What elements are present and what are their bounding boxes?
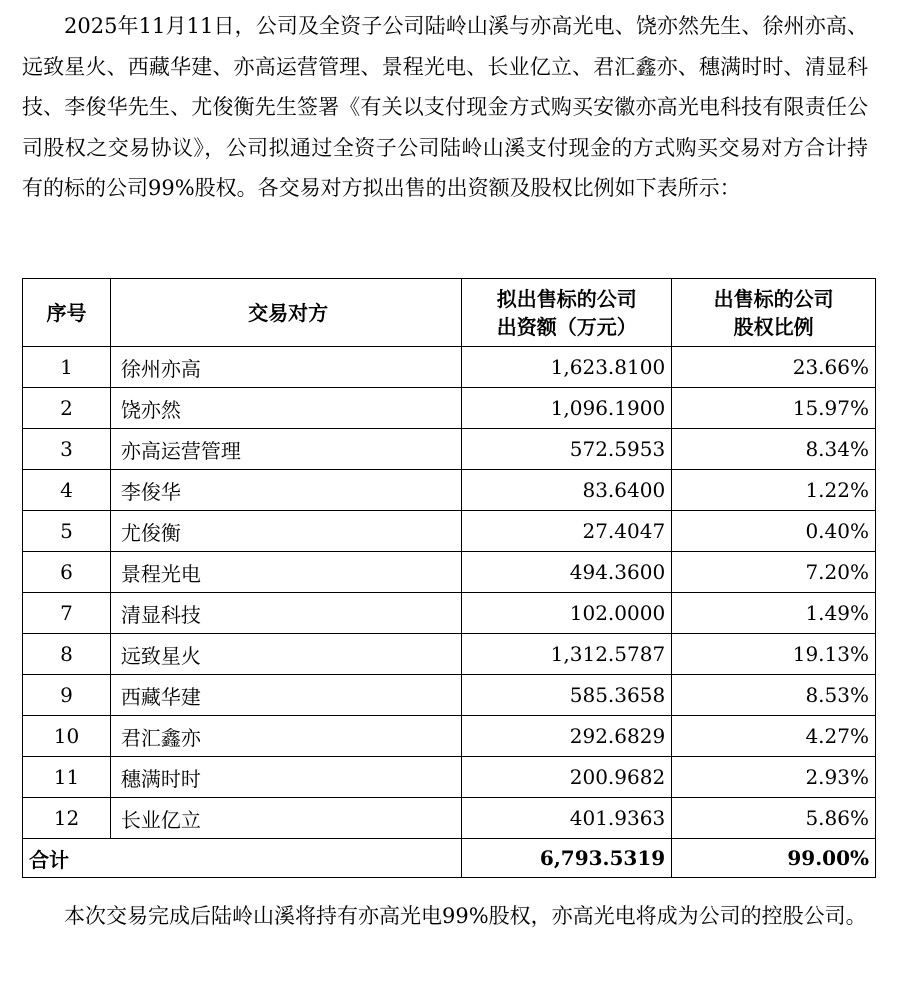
row-amount: 200.9682 — [462, 757, 672, 798]
row-ratio: 0.40% — [672, 511, 876, 552]
table-row — [23, 675, 876, 716]
row-ratio: 1.22% — [672, 470, 876, 511]
row-index: 6 — [23, 552, 111, 593]
row-counterparty: 饶亦然 — [110, 388, 461, 429]
header-index: 序号 — [23, 279, 111, 347]
row-index: 4 — [23, 470, 111, 511]
row-amount: 494.3600 — [462, 552, 672, 593]
table-row — [23, 757, 876, 798]
row-counterparty: 长业亿立 — [110, 798, 461, 839]
row-ratio: 2.93% — [672, 757, 876, 798]
header-ratio — [672, 279, 876, 347]
row-counterparty: 李俊华 — [110, 470, 461, 511]
table-header-row — [23, 279, 876, 347]
row-ratio: 8.53% — [672, 675, 876, 716]
row-amount: 1,096.1900 — [462, 388, 672, 429]
table-row — [23, 634, 876, 675]
row-counterparty: 景程光电 — [110, 552, 461, 593]
row-ratio: 8.34% — [672, 429, 876, 470]
row-amount: 27.4047 — [462, 511, 672, 552]
table-total-row — [23, 839, 876, 878]
row-amount: 83.6400 — [462, 470, 672, 511]
table-row — [23, 347, 876, 388]
row-amount: 102.0000 — [462, 593, 672, 634]
row-ratio: 1.49% — [672, 593, 876, 634]
total-ratio: 99.00% — [672, 839, 876, 878]
row-index: 7 — [23, 593, 111, 634]
row-ratio: 19.13% — [672, 634, 876, 675]
table-row — [23, 388, 876, 429]
header-ratio-line1: 出售标的公司 — [713, 286, 834, 311]
row-index: 2 — [23, 388, 111, 429]
header-counterparty: 交易对方 — [110, 279, 461, 347]
row-counterparty: 君汇鑫亦 — [110, 716, 461, 757]
row-index: 12 — [23, 798, 111, 839]
row-counterparty: 徐州亦高 — [110, 347, 461, 388]
table-row — [23, 429, 876, 470]
row-index: 3 — [23, 429, 111, 470]
row-counterparty: 尤俊衡 — [110, 511, 461, 552]
intro-paragraph: 2025年11月11日，公司及全资子公司陆岭山溪与亦高光电、饶亦然先生、徐州亦高、远致星火、西藏华建、亦高运营管理、景程光电、长业亿立、君汇鑫亦、穗满时时、清显科技、李俊华先生、尤俊衡先生签署《有关以支付现金方式购买安徽亦高光电科技有限责任公司股权之交易协议》，公司拟通过全资子公司陆岭山溪支付现金的方式购买交易对方合计持有的标的公司99%股权。各交易对方拟出售的出资额及股权比例如下表所示： — [22, 14, 868, 200]
table-row — [23, 716, 876, 757]
row-counterparty: 穗满时时 — [110, 757, 461, 798]
table-row — [23, 593, 876, 634]
row-counterparty: 远致星火 — [110, 634, 461, 675]
row-index: 5 — [23, 511, 111, 552]
total-amount: 6,793.5319 — [462, 839, 672, 878]
row-amount: 401.9363 — [462, 798, 672, 839]
row-ratio: 5.86% — [672, 798, 876, 839]
table-row — [23, 470, 876, 511]
header-amount — [462, 279, 672, 347]
row-amount: 1,312.5787 — [462, 634, 672, 675]
row-ratio: 15.97% — [672, 388, 876, 429]
row-ratio: 7.20% — [672, 552, 876, 593]
row-counterparty: 西藏华建 — [110, 675, 461, 716]
row-ratio: 23.66% — [672, 347, 876, 388]
row-amount: 1,623.8100 — [462, 347, 672, 388]
outro-paragraph: 本次交易完成后陆岭山溪将持有亦高光电99%股权，亦高光电将成为公司的控股公司。 — [64, 904, 867, 928]
row-counterparty: 清显科技 — [110, 593, 461, 634]
header-ratio-line2: 股权比例 — [733, 314, 814, 339]
row-index: 8 — [23, 634, 111, 675]
table-row — [23, 511, 876, 552]
row-ratio: 4.27% — [672, 716, 876, 757]
counterparty-table — [22, 278, 876, 878]
row-counterparty: 亦高运营管理 — [110, 429, 461, 470]
table-row — [23, 552, 876, 593]
row-index: 9 — [23, 675, 111, 716]
row-index: 10 — [23, 716, 111, 757]
header-amount-line1: 拟出售标的公司 — [496, 286, 637, 311]
row-index: 11 — [23, 757, 111, 798]
row-amount: 292.6829 — [462, 716, 672, 757]
row-amount: 572.5953 — [462, 429, 672, 470]
row-amount: 585.3658 — [462, 675, 672, 716]
table-row — [23, 798, 876, 839]
header-amount-line2: 出资额（万元） — [496, 314, 637, 339]
row-index: 1 — [23, 347, 111, 388]
total-label: 合计 — [23, 839, 462, 878]
